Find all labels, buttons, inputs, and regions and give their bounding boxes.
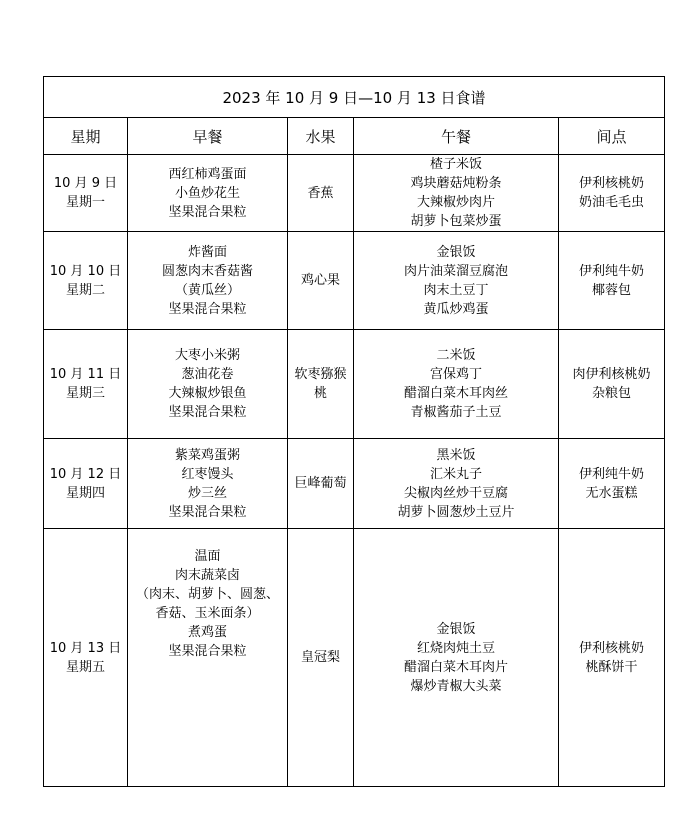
- table-row: [44, 232, 665, 330]
- day-cell: [44, 155, 128, 232]
- lunch-item: 醋溜白菜木耳肉片: [403, 659, 508, 675]
- table-row: [44, 439, 665, 529]
- snack-item: 奶油毛毛虫: [578, 195, 644, 210]
- fruit-cell: [288, 439, 354, 529]
- breakfast-cell: [128, 439, 288, 529]
- lunch-cell: [354, 529, 559, 787]
- header-fruit: 水果: [288, 118, 354, 155]
- breakfast-cell: [128, 330, 288, 439]
- table-row: [44, 529, 665, 787]
- lunch-item: 胡萝卜圆葱炒土豆片: [397, 504, 515, 520]
- snack-item: 桃酥饼干: [585, 659, 638, 675]
- breakfast-item: 坚果混合果粒: [168, 504, 247, 520]
- fruit-text: 皇冠梨: [300, 650, 340, 665]
- day-cell: [44, 529, 128, 787]
- weekday-text: 星期五: [65, 659, 105, 675]
- lunch-item: 红烧肉炖土豆: [416, 640, 495, 656]
- breakfast-item: 大枣小米粥: [174, 348, 240, 363]
- menu-table: [43, 76, 665, 787]
- weekday-text: 星期二: [65, 282, 105, 298]
- snack-item: 无水蛋糕: [585, 485, 638, 501]
- lunch-item: 醋溜白菜木耳肉丝: [403, 386, 508, 401]
- breakfast-item: 紫菜鸡蛋粥: [174, 447, 240, 463]
- breakfast-item: 肉末蔬菜卤: [174, 568, 240, 583]
- lunch-cell: [354, 330, 559, 439]
- fruit-text: 香蕉: [307, 185, 334, 201]
- fruit-cell: [288, 155, 354, 232]
- breakfast-item: 坚果混合果粒: [168, 301, 247, 317]
- header-snack: 间点: [559, 118, 665, 155]
- fruit-cell: [288, 232, 354, 330]
- lunch-item: 二米饭: [436, 348, 476, 363]
- date-text: 10 月 11 日: [49, 367, 122, 382]
- breakfast-item: 葱油花卷: [181, 367, 234, 382]
- lunch-item: 肉末土豆丁: [423, 282, 489, 298]
- lunch-item: 鸡块蘑菇炖粉条: [410, 176, 502, 191]
- fruit-text: 软枣猕猴桃: [294, 367, 347, 401]
- table-row: [44, 330, 665, 439]
- breakfast-item: 小鱼炒花生: [174, 185, 240, 201]
- lunch-item: 肉片油菜溜豆腐泡: [403, 263, 508, 279]
- snack-cell: [559, 155, 665, 232]
- header-breakfast: 早餐: [128, 118, 288, 155]
- lunch-item: 尖椒肉丝炒干豆腐: [403, 485, 508, 501]
- snack-item: 伊利核桃奶: [578, 176, 644, 191]
- breakfast-item: 坚果混合果粒: [168, 644, 247, 659]
- breakfast-item: 大辣椒炒银鱼: [168, 386, 247, 401]
- header-day: 星期: [44, 118, 128, 155]
- lunch-cell: [354, 439, 559, 529]
- day-cell: [44, 439, 128, 529]
- breakfast-item: 西红柿鸡蛋面: [168, 166, 247, 182]
- snack-item: 伊利纯牛奶: [578, 466, 644, 482]
- snack-cell: [559, 439, 665, 529]
- lunch-cell: [354, 232, 559, 330]
- lunch-item: 胡萝卜包菜炒蛋: [410, 214, 502, 229]
- date-text: 10 月 10 日: [49, 263, 122, 279]
- lunch-item: 金银饭: [436, 244, 476, 260]
- breakfast-item: 红枣馒头: [181, 466, 234, 482]
- breakfast-item: 圆葱肉末香菇酱: [161, 263, 253, 279]
- snack-item: 杂粮包: [591, 386, 631, 401]
- snack-cell: [559, 232, 665, 330]
- breakfast-item: （黄瓜丝）: [174, 282, 240, 298]
- title-row: [44, 77, 665, 118]
- snack-item: 肉伊利核桃奶: [572, 367, 651, 382]
- lunch-item: 汇米丸子: [429, 466, 482, 482]
- weekday-text: 星期四: [65, 485, 105, 501]
- fruit-cell: [288, 330, 354, 439]
- lunch-item: 爆炒青椒大头菜: [410, 678, 502, 694]
- breakfast-cell: [128, 155, 288, 232]
- breakfast-item: 炸酱面: [187, 244, 227, 260]
- header-lunch: 午餐: [354, 118, 559, 155]
- snack-cell: [559, 529, 665, 787]
- snack-cell: [559, 330, 665, 439]
- breakfast-item: 坚果混合果粒: [168, 405, 247, 420]
- header-row: [44, 118, 665, 155]
- snack-item: 椰蓉包: [591, 282, 631, 298]
- date-text: 10 月 9 日: [53, 176, 118, 191]
- fruit-cell: [288, 529, 354, 787]
- fruit-text: 巨峰葡萄: [294, 476, 347, 491]
- breakfast-item: 坚果混合果粒: [168, 204, 247, 220]
- lunch-item: 宫保鸡丁: [429, 367, 482, 382]
- lunch-item: 大辣椒炒肉片: [416, 195, 495, 210]
- snack-item: 伊利核桃奶: [578, 640, 644, 656]
- date-text: 10 月 12 日: [49, 466, 122, 482]
- lunch-item: 青椒酱茄子土豆: [410, 405, 502, 420]
- weekday-text: 星期一: [65, 195, 105, 210]
- lunch-item: 金银饭: [436, 621, 476, 637]
- breakfast-item: （肉末、胡萝卜、圆葱、香菇、玉米面条）: [135, 587, 279, 621]
- lunch-item: 黄瓜炒鸡蛋: [423, 301, 489, 317]
- lunch-cell: [354, 155, 559, 232]
- lunch-item: 楂子米饭: [429, 157, 482, 172]
- lunch-item: 黑米饭: [436, 447, 476, 463]
- weekday-text: 星期三: [65, 386, 105, 401]
- day-cell: [44, 232, 128, 330]
- date-text: 10 月 13 日: [49, 640, 122, 656]
- table-row: [44, 155, 665, 232]
- snack-item: 伊利纯牛奶: [578, 263, 644, 279]
- day-cell: [44, 330, 128, 439]
- breakfast-cell: [128, 232, 288, 330]
- breakfast-cell: [128, 529, 288, 787]
- menu-title: 2023 年 10 月 9 日—10 月 13 日食谱: [44, 77, 665, 118]
- breakfast-item: 煮鸡蛋: [187, 625, 227, 640]
- fruit-text: 鸡心果: [300, 273, 340, 288]
- breakfast-item: 温面: [194, 549, 221, 564]
- breakfast-item: 炒三丝: [187, 485, 227, 501]
